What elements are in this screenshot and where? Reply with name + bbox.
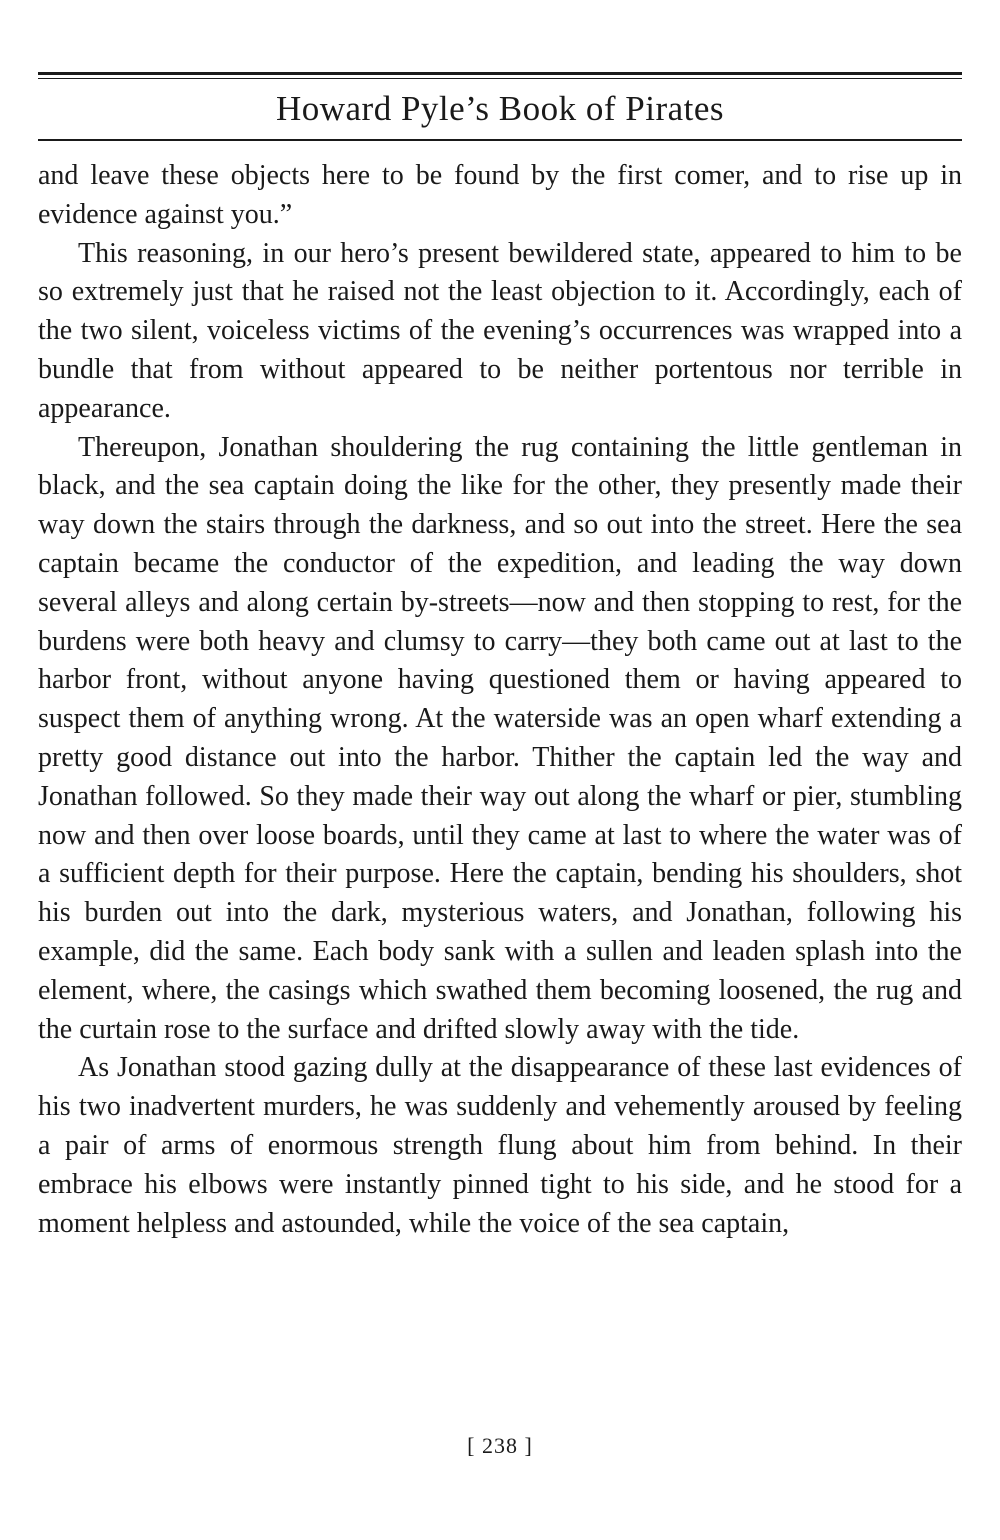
paragraph: As Jonathan stood gazing dully at the disappearance of these last evidences of his two inadvertent murders, he was suddenly and vehemently aroused by feeling a pair of arms of enormous strength flung about him from behind. In their embrace his elbows were instantly pinned tight to his side, and he stood for a moment helpless and astounded, while the voice of the sea captain, — [38, 1052, 962, 1239]
header-rule-bottom — [38, 139, 962, 141]
body-text — [38, 157, 962, 1243]
paragraph: Thereupon, Jonathan shouldering the rug containing the little gentleman in black, and the sea captain doing the like for the other, they presently made their way down the stairs through the darkness, and so out into the street. Here the sea captain became the conductor of the expedition, and leading the way down several alleys and along certain by-streets—now and then stopping to rest, for the burdens were both heavy and clumsy to carry—they both came out at last to the harbor front, without anyone having questioned them or having appeared to suspect them of anything wrong. At the waterside was an open wharf extending a pretty good distance out into the harbor. Thither the captain led the way and Jonathan followed. So they made their way out along the wharf or pier, stumbling now and then over loose boards, until they came at last to where the water was of a sufficient depth for their purpose. Here the captain, bending his shoulders, shot his burden out into the dark, mysterious waters, and Jonathan, following his example, did the same. Each body sank with a sullen and leaden splash into the element, where, the casings which swathed them becoming loosened, the rug and the curtain rose to the surface and drifted slowly away with the tide. — [38, 431, 962, 1045]
running-title: Howard Pyle’s Book of Pirates — [275, 89, 725, 128]
header-rule-top — [38, 72, 962, 75]
header-rule-top-thin — [38, 78, 962, 79]
page-number: [ 238 ] — [467, 1433, 533, 1458]
paragraph: This reasoning, in our hero’s present bewildered state, appeared to him to be so extremely just that he raised not the least objection to it. Accordingly, each of the two silent, voiceless victims of the evening’s occurrences was wrapped into a bundle that from without appeared to be neither portentous nor terrible in appearance. — [38, 237, 962, 424]
paragraph: and leave these objects here to be found by the first comer, and to rise up in evidence against you.” — [38, 160, 962, 230]
book-page — [38, 72, 962, 1243]
